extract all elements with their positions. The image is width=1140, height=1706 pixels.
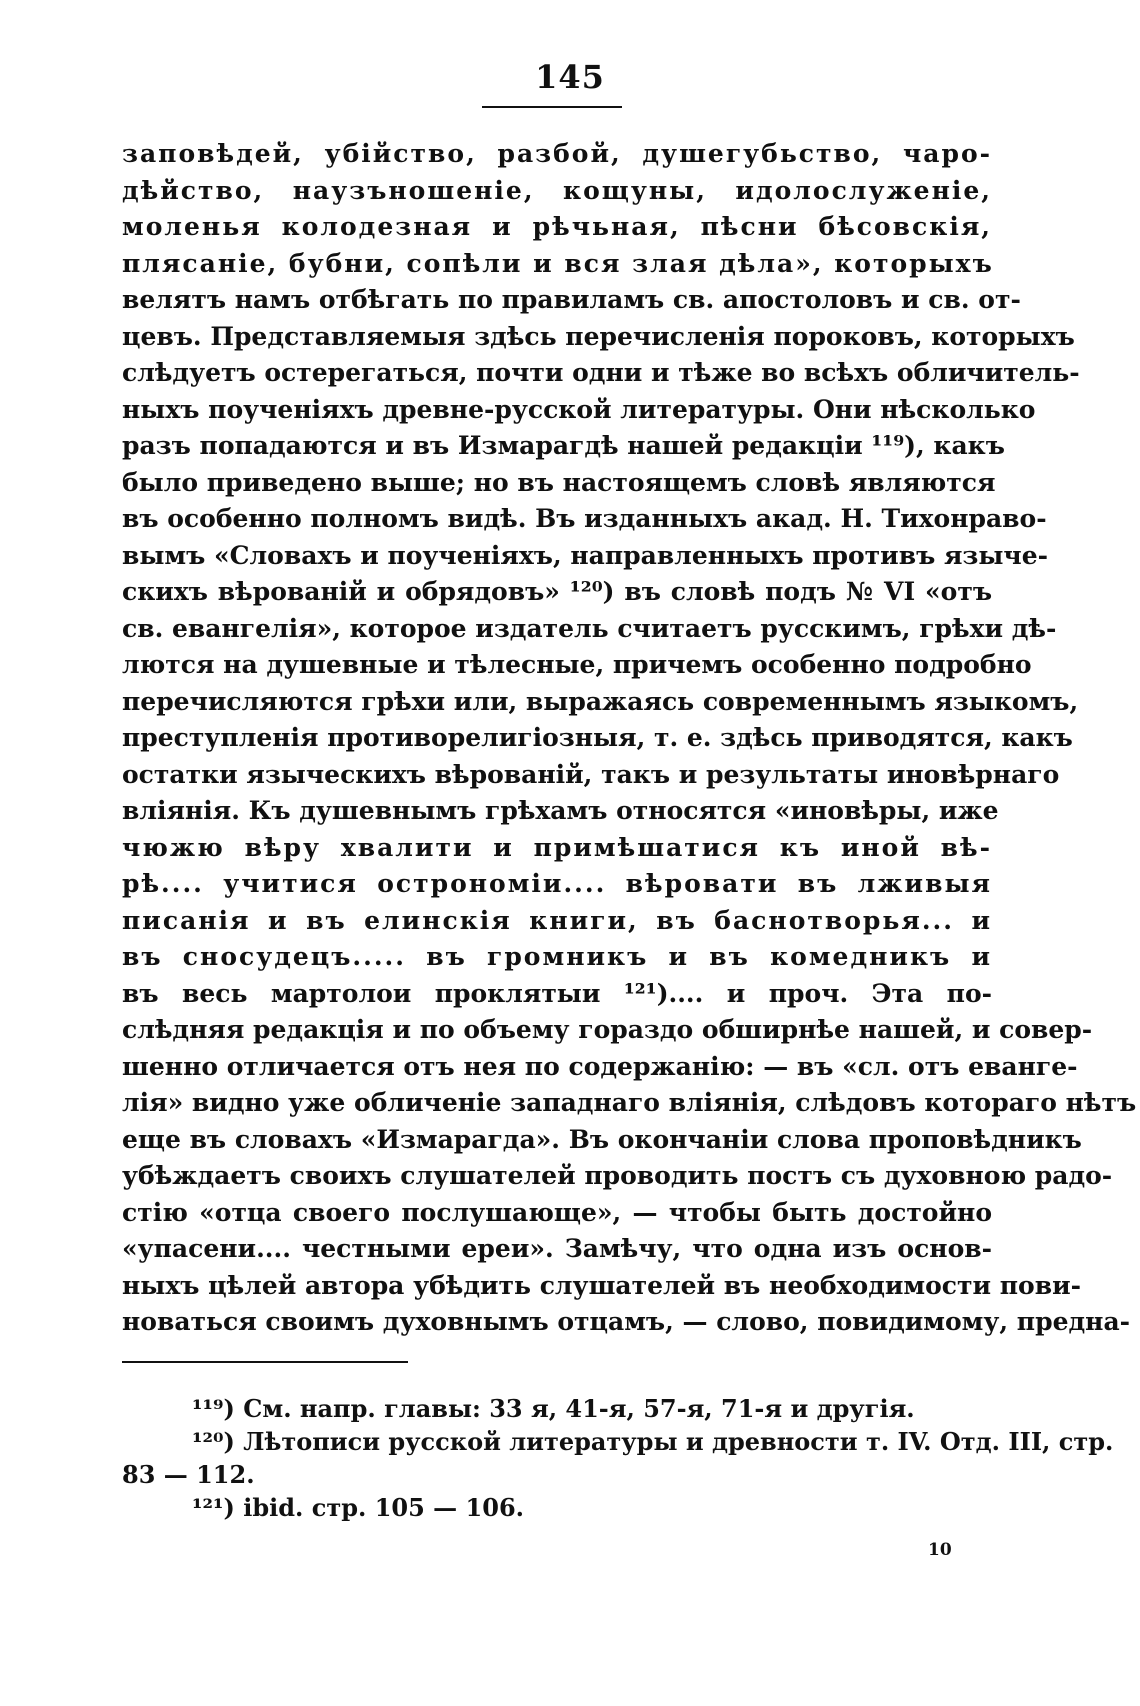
text-line: скихъ вѣрованій и обрядовъ» ¹²⁰) въ словѣ подъ № VI «отъ — [122, 577, 992, 606]
signature-mark: 10 — [928, 1540, 952, 1560]
text-line: разъ попадаются и въ Измарагдѣ нашей редакціи ¹¹⁹), какъ — [122, 431, 1005, 460]
text-line: было приведено выше; но въ настоящемъ словѣ являются — [122, 467, 996, 497]
footnote-120-continued: 83 — 112. — [122, 1460, 255, 1489]
text-line: ныхъ цѣлей автора убѣдить слушателей въ необходимости пови- — [122, 1270, 1082, 1300]
text-line: въ весь мартолои проклятыи ¹²¹).... и проч. Эта по- — [122, 978, 992, 1008]
text-line: цевъ. Представляемыя здѣсь перечисленія пороковъ, которыхъ — [122, 321, 1075, 351]
text-line: писанія и въ елинскія книги, въ баснотворья... и — [122, 905, 992, 935]
text-line: убѣждаетъ своихъ слушателей проводить постъ съ духовною радо- — [122, 1161, 1113, 1190]
text-line: лія» видно уже обличеніе западнаго вліянія, слѣдовъ котораго нѣтъ — [122, 1088, 1137, 1117]
text-line: св. евангелія», которое издатель считаетъ русскимъ, грѣхи дѣ- — [122, 613, 1057, 643]
text-line: заповѣдей, убійство, разбой, душегубьство, чаро- — [122, 139, 992, 168]
text-line: слѣдуетъ остерегаться, почти одни и тѣже во всѣхъ обличитель- — [122, 358, 1080, 387]
text-line: перечисляются грѣхи или, выражаясь современнымъ языкомъ, — [122, 686, 1079, 716]
text-line: стію «отца своего послушающе», — чтобы быть достойно — [122, 1197, 992, 1227]
text-line: слѣдняя редакція и по объему гораздо обширнѣе нашей, и совер- — [122, 1015, 1093, 1044]
text-line: въ особенно полномъ видѣ. Въ изданныхъ акад. Н. Тихонраво- — [122, 504, 1047, 533]
text-line: чюжю вѣру хвалити и примѣшатися къ иной вѣ- — [122, 832, 992, 862]
text-line: «упасени.... честными ереи». Замѣчу, что одна изъ основ- — [122, 1234, 992, 1263]
footnotes — [122, 1392, 1114, 1524]
body-text — [122, 136, 1137, 1341]
text-line: преступленія противорелигіозныя, т. е. здѣсь приводятся, какъ — [122, 723, 1073, 752]
footnote-120: ¹²⁰) Лѣтописи русской литературы и древности т. IV. Отд. III, стр. — [192, 1427, 1114, 1456]
text-line: рѣ.... учитися острономіи.... вѣровати въ лживыя — [122, 869, 992, 898]
text-line: лются на душевные и тѣлесные, причемъ особенно подробно — [122, 650, 1032, 679]
text-line: моленья колодезная и рѣчьная, пѣсни бѣсовскія, — [122, 212, 992, 241]
text-line: вліянія. Къ душевнымъ грѣхамъ относятся «иновѣры, иже — [122, 796, 999, 825]
text-line: велятъ намъ отбѣгать по правиламъ св. апостоловъ и св. от- — [122, 285, 1021, 314]
text-line: остатки языческихъ вѣрованій, такъ и результаты иновѣрнаго — [122, 759, 1060, 789]
text-line: плясаніе, бубни, сопѣли и вся злая дѣла», которыхъ — [122, 248, 994, 278]
text-line: вымъ «Словахъ и поученіяхъ, направленныхъ противъ языче- — [122, 540, 1049, 570]
text-line: ныхъ поученіяхъ древне-русской литературы. Они нѣсколько — [122, 394, 1036, 424]
text-line: дѣйство, наузъношеніе, кощуны, идолослуженіе, — [122, 175, 992, 205]
page-number: 145 — [535, 58, 605, 96]
text-line: шенно отличается отъ нея по содержанію: — въ «сл. отъ еванге- — [122, 1051, 1078, 1081]
text-line: новаться своимъ духовнымъ отцамъ, — слово, повидимому, предна- — [122, 1307, 1131, 1336]
text-line: въ сносудецъ..... въ громникъ и въ комедникъ и — [122, 942, 992, 971]
header-rule — [482, 106, 622, 108]
text-line: еще въ словахъ «Измарагда». Въ окончаніи слова проповѣдникъ — [122, 1124, 1082, 1154]
footnote-121: ¹²¹) ibid. стр. 105 — 106. — [192, 1493, 524, 1522]
footnote-rule — [122, 1361, 408, 1363]
footnote-119: ¹¹⁹) См. напр. главы: 33 я, 41-я, 57-я, 71-я и другія. — [192, 1394, 915, 1423]
